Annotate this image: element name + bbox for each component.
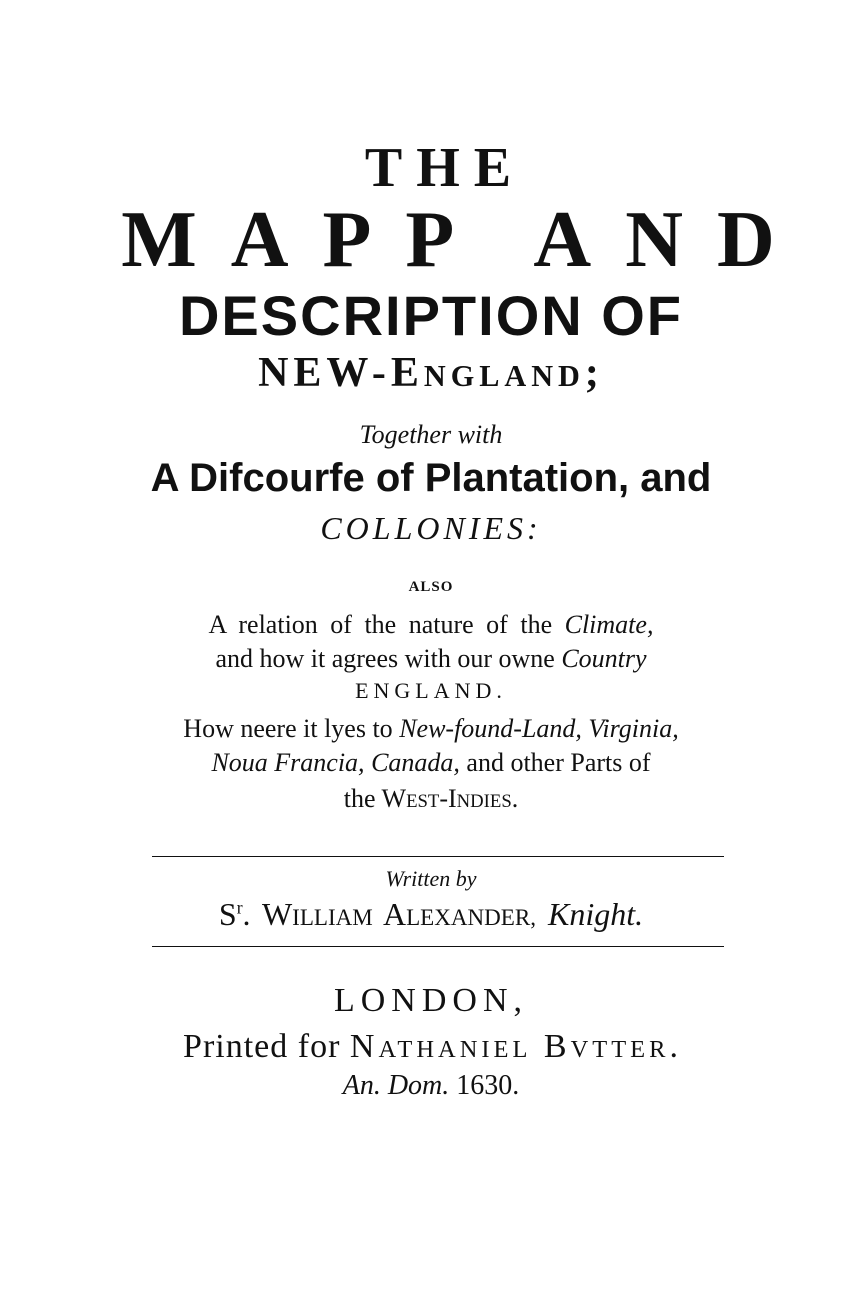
climate-word: Climate,: [564, 610, 654, 639]
imprint-printed-for: [0, 1030, 862, 1064]
divider-top: [152, 856, 724, 857]
together-with: Together with: [359, 420, 503, 449]
collonies-heading: COLLONIES:: [320, 510, 542, 546]
discourse-heading: A Difcourfe of Plantation, and: [150, 456, 712, 500]
title-the: THE: [364, 137, 526, 199]
relation-line-6-e: .: [511, 784, 519, 813]
printer-first-rest: ATHANIEL: [378, 1036, 532, 1063]
title-mapp-and: MAPP AND: [121, 196, 809, 284]
author-title: Knight.: [535, 896, 644, 932]
canada-word: Canada,: [371, 748, 460, 777]
author-last-rest: LEXANDER,: [406, 904, 536, 930]
printer-end: .: [669, 1028, 679, 1065]
printer-last-rest: VTTER: [570, 1036, 670, 1063]
author-line: [0, 898, 862, 930]
relation-line-6-d: NDIES: [456, 791, 512, 812]
author-sir: S: [218, 896, 237, 932]
country-word: Country: [561, 644, 647, 673]
author-last-initial: A: [372, 896, 407, 932]
relation-line-2: [0, 646, 862, 672]
relation-line-4-text: How neere it lyes to: [183, 714, 400, 743]
imprint-date: [0, 1072, 862, 1100]
relation-line-5-text: and other Parts of: [459, 748, 651, 777]
author-sir-dot: .: [242, 896, 251, 932]
written-by: Written by: [385, 866, 477, 891]
imprint-city: LONDON,: [333, 982, 529, 1019]
title-new-england: [0, 352, 862, 394]
divider-bottom: [152, 946, 724, 947]
title-new-england-suffix: ;: [584, 350, 604, 396]
relation-line-2-text: and how it agrees with our owne: [215, 644, 562, 673]
relation-line-6-a: the W: [343, 784, 407, 813]
title-description-of: DESCRIPTION OF: [178, 284, 684, 347]
title-new-england-rest: NGLAND: [423, 359, 585, 393]
relation-line-5: [0, 750, 862, 776]
relation-line-1-text: A relation of the nature of the: [208, 610, 565, 639]
title-new-england-prefix: NEW-E: [258, 350, 424, 396]
printer-last-initial: B: [531, 1028, 571, 1065]
relation-line-6: [0, 786, 862, 812]
date-an-dom: An. Dom.: [342, 1070, 450, 1101]
england-line: ENGLAND.: [355, 678, 507, 703]
relation-line-6-c: -I: [439, 784, 457, 813]
printer-first-initial: N: [349, 1028, 379, 1065]
date-year: 1630.: [449, 1070, 520, 1101]
also-label: ALSO: [408, 579, 454, 595]
virginia-word: Virginia,: [588, 714, 679, 743]
printed-for-text: Printed for: [183, 1028, 350, 1065]
author-sir-sup: r: [236, 897, 243, 918]
newfoundland-word: New-found-Land,: [399, 714, 582, 743]
noua-francia-word: Noua Francia,: [211, 748, 365, 777]
relation-line-4: [0, 716, 862, 742]
relation-line-1: [0, 612, 862, 638]
author-first-rest: ILLIAM: [292, 904, 373, 930]
author-first-initial: W: [250, 896, 293, 932]
relation-line-6-b: EST: [406, 791, 440, 812]
